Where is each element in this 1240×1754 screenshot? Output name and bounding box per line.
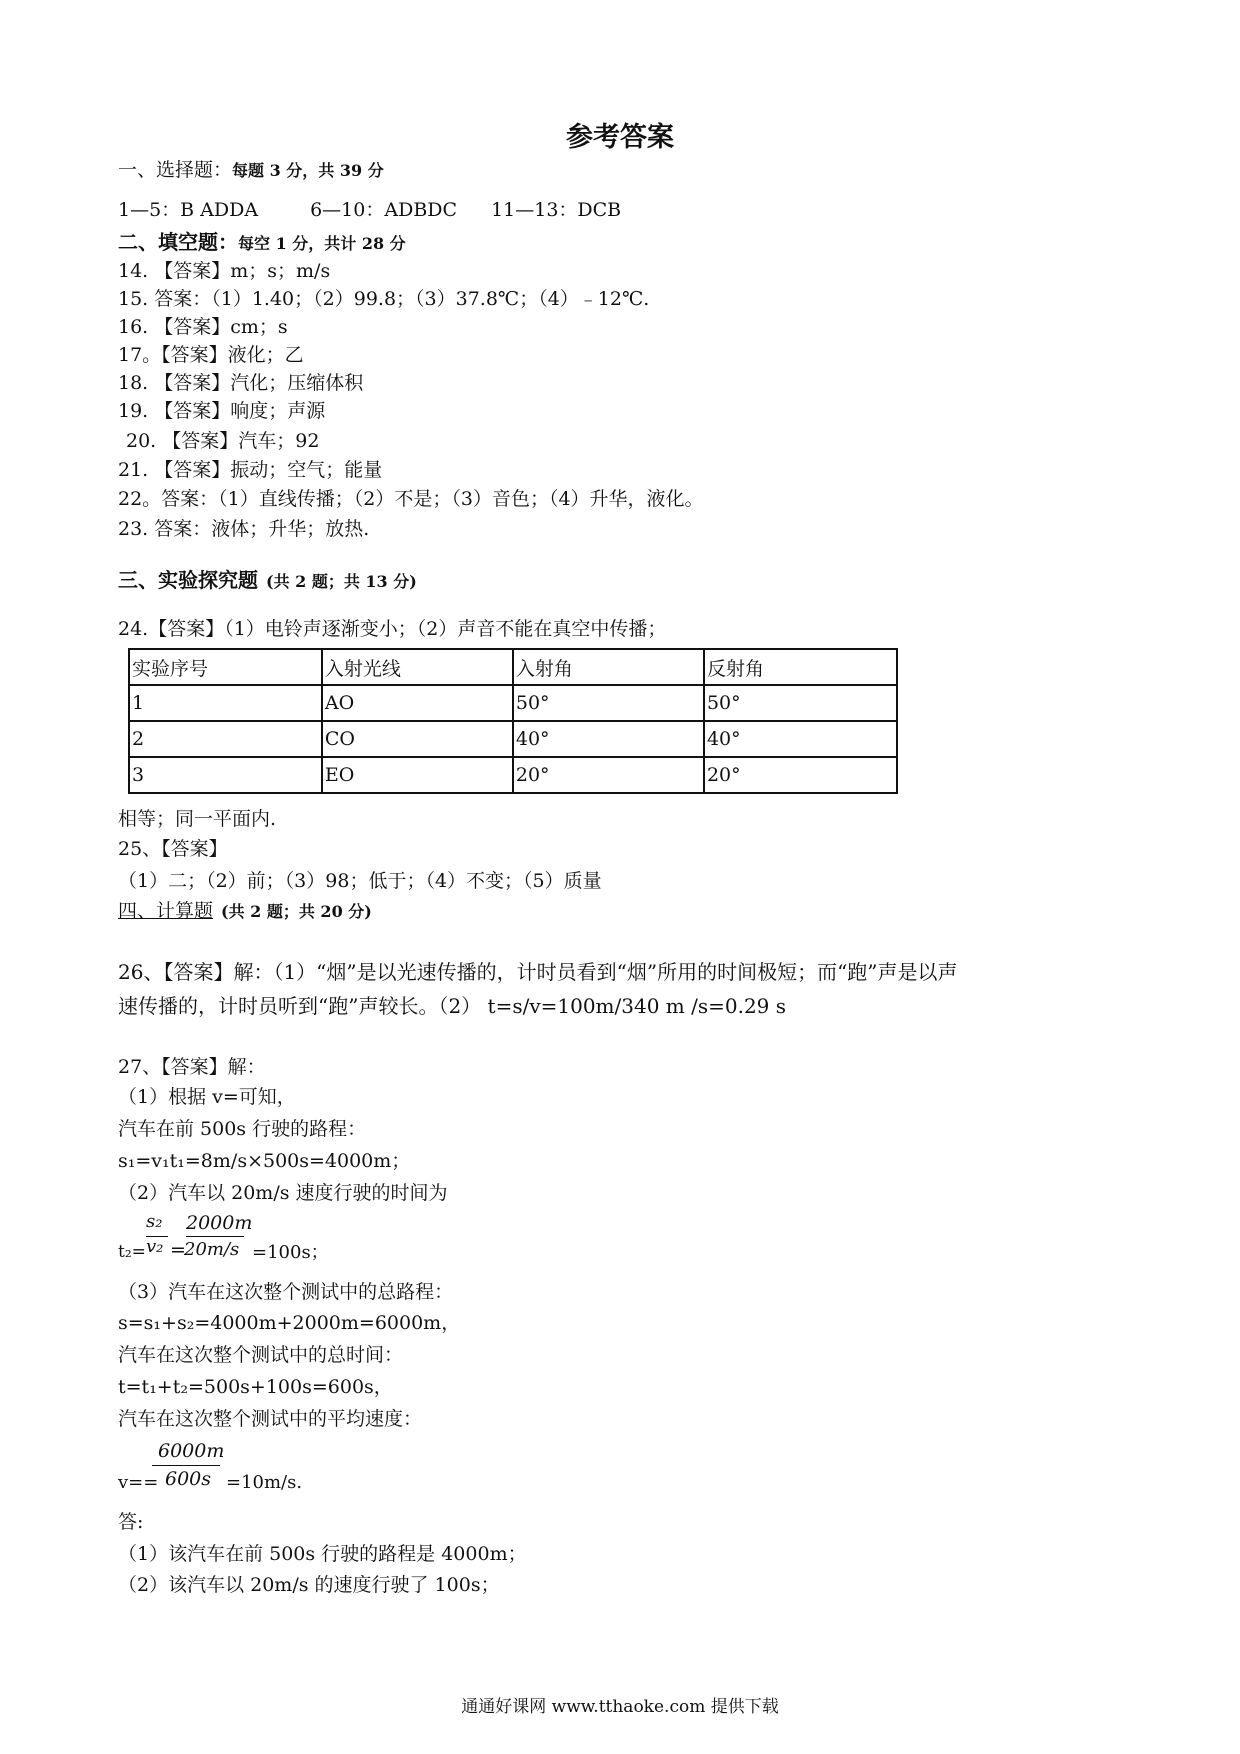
section2-heading-row (118, 232, 406, 253)
q27b-line: 汽车在这次整个测试中的平均速度： (118, 1408, 423, 1430)
section2-note: 每空 1 分，共计 28 分 (238, 234, 406, 253)
frac2-suffix: =10m/s. (226, 1472, 303, 1493)
footer: 通通好课网 www.tthaoke.com 提供下载 (461, 1697, 779, 1717)
section1-heading: 一、选择题： (118, 159, 233, 181)
table-cell: AO (322, 685, 513, 721)
q25-head: 25、【答案】 (118, 838, 228, 860)
frac1-num-right: 2000m (186, 1212, 253, 1234)
frac1-prefix: t₂= (118, 1242, 146, 1262)
table-row (129, 685, 897, 721)
section3-heading-row (118, 570, 417, 591)
table-header-row (129, 649, 897, 685)
frac1-den-left: v₂ (146, 1236, 164, 1257)
table-header-cell: 入射角 (513, 649, 704, 685)
section3-note: (共 2 题；共 13 分) (266, 572, 417, 591)
answer-group-1: 1—5：B ADDA (118, 199, 259, 221)
table-cell: CO (322, 721, 513, 757)
answer-line-2: （2）该汽车以 20m/s 的速度行驶了 100s； (118, 1574, 500, 1596)
fill-line-21: 21. 【答案】振动；空气；能量 (118, 459, 383, 481)
table-cell: 40° (513, 721, 704, 757)
section1-heading-row (118, 161, 384, 180)
section4-heading: 四、计算题 (118, 900, 214, 922)
frac2-bar (152, 1465, 220, 1466)
q27-line: s₁=v₁t₁=8m/s×500s=4000m； (118, 1150, 411, 1172)
fill-line-18: 18. 【答案】汽化；压缩体积 (118, 372, 364, 394)
fill-line-22: 22。答案：（1）直线传播；（2）不是；（3）音色；（4）升华，液化。 (118, 488, 704, 510)
table-cell: 50° (513, 685, 704, 721)
q26-line1: 26、【答案】解：（1）“烟”是以光速传播的，计时员看到“烟”所用的时间极短；而“跑”声是以声 (118, 960, 958, 984)
frac1-den-right: 20m/s (184, 1239, 240, 1260)
q27-line: 27、【答案】解： (118, 1056, 266, 1078)
page-title: 参考答案 (566, 122, 674, 153)
q25-body: （1）二；（2）前；（3）98；低于；（4）不变；（5）质量 (118, 870, 602, 892)
answer-head: 答: (118, 1511, 144, 1533)
fill-line-17: 17。【答案】液化；乙 (118, 344, 304, 366)
q27-line: 汽车在前 500s 行驶的路程： (118, 1118, 367, 1140)
frac2-den: 600s (165, 1468, 212, 1490)
q26-line2: 速传播的，计时员听到“跑”声较长。（2） t=s/v=100m/340 m /s=0.29 s (118, 994, 787, 1018)
frac1-equals: = (170, 1239, 186, 1261)
section1-note: 每题 3 分，共 39 分 (232, 161, 384, 180)
fill-line-15: 15. 答案：（1）1.40；（2）99.8；（3）37.8℃；（4）﹣12℃. (118, 288, 650, 310)
section4-note: (共 2 题；共 20 分) (221, 902, 372, 921)
frac2-prefix: v== (118, 1472, 159, 1493)
frac2-num: 6000m (158, 1440, 225, 1462)
frac1-num-left: s₂ (146, 1211, 163, 1232)
table-cell: 50° (704, 685, 897, 721)
table-cell: 40° (704, 721, 897, 757)
table-cell: 1 (129, 685, 322, 721)
q24-answer: 24.【答案】（1）电铃声逐渐变小；（2）声音不能在真空中传播； (118, 618, 667, 640)
fill-line-23: 23. 答案：液体；升华；放热. (118, 518, 370, 540)
q27-line: （2）汽车以 20m/s 速度行驶的时间为 (118, 1182, 448, 1204)
q27b-line: 汽车在这次整个测试中的总时间： (118, 1344, 404, 1366)
section1-answers (118, 201, 621, 220)
table-cell: 20° (513, 757, 704, 793)
table-header-cell: 入射光线 (322, 649, 513, 685)
section4-heading-row (118, 902, 372, 921)
table-cell: 2 (129, 721, 322, 757)
table-row (129, 721, 897, 757)
fill-line-16: 16. 【答案】cm；s (118, 316, 288, 338)
section2-heading: 二、填空题： (118, 230, 238, 254)
fill-line-19: 19. 【答案】响度；声源 (118, 400, 326, 422)
q24-after: 相等；同一平面内. (118, 808, 277, 830)
table-header-cell: 实验序号 (129, 649, 322, 685)
answer-group-3: 11—13：DCB (491, 199, 622, 221)
q27-line: （1）根据 v=可知， (118, 1086, 296, 1108)
table-cell: 3 (129, 757, 322, 793)
reflection-table (128, 648, 898, 794)
fill-line-20: 20. 【答案】汽车；92 (126, 430, 320, 452)
section3-heading: 三、实验探究题 (118, 568, 258, 592)
q27b-line: s=s₁+s₂=4000m+2000m=6000m， (118, 1312, 461, 1334)
table-header-cell: 反射角 (704, 649, 897, 685)
table-row (129, 757, 897, 793)
table-cell: 20° (704, 757, 897, 793)
frac1-bar-right (186, 1236, 244, 1237)
answer-line-1: （1）该汽车在前 500s 行驶的路程是 4000m； (118, 1543, 527, 1565)
fill-line-14: 14. 【答案】m；s；m/s (118, 260, 331, 282)
q27b-line: t=t₁+t₂=500s+100s=600s， (118, 1376, 393, 1398)
frac1-suffix: =100s； (252, 1242, 329, 1263)
answer-group-2: 6—10：ADBDC (310, 199, 458, 221)
table-cell: EO (322, 757, 513, 793)
q27b-line: （3）汽车在这次整个测试中的总路程： (118, 1281, 454, 1303)
